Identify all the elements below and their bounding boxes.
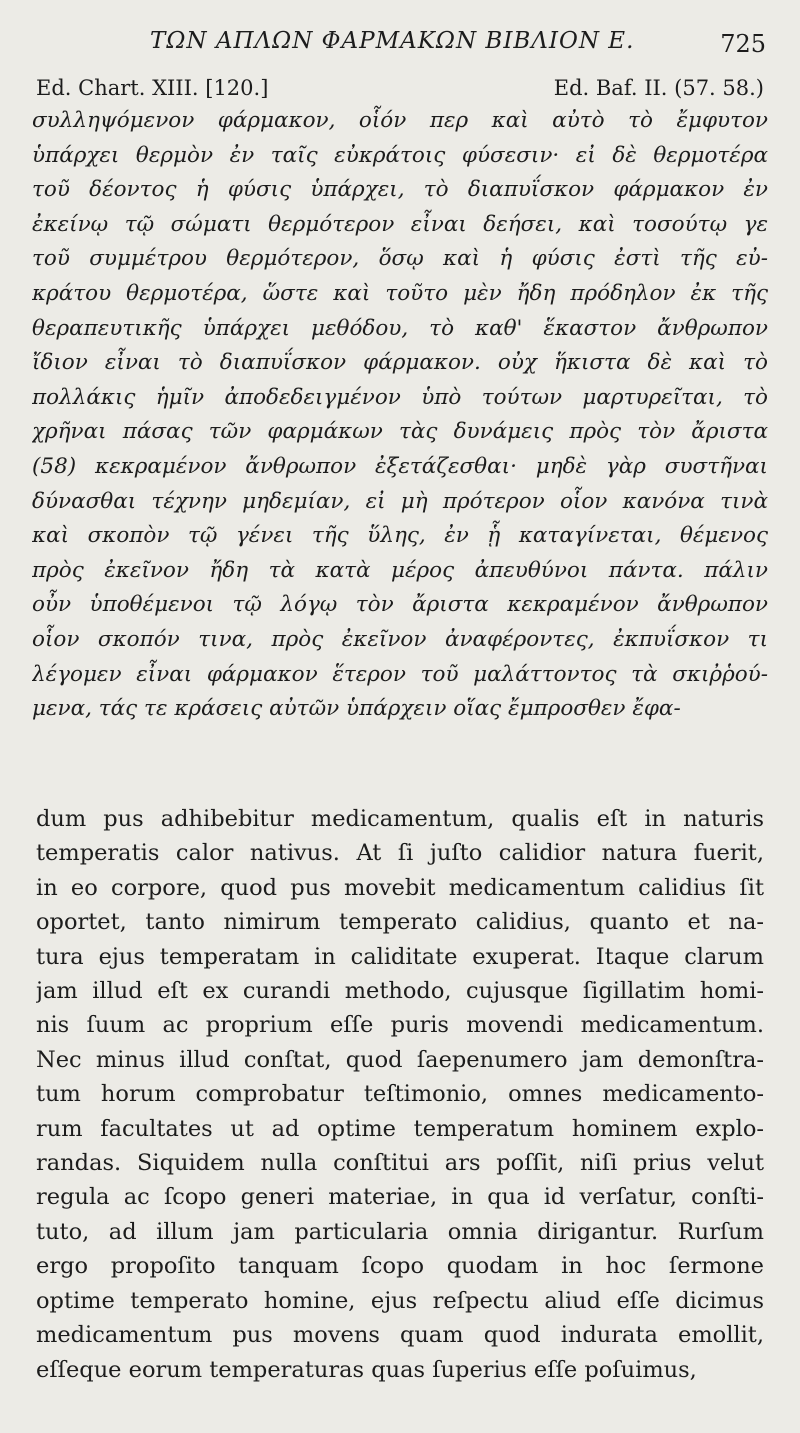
greek-text-line: συλληψόμενον φάρμακον, οἷόν περ καὶ αὐτὸ τὸ ἔμφυτον: [32, 108, 768, 133]
greek-text-line: πολλάκις ἡμῖν ἀποδεδειγμένον ὑπὸ τούτων μαρτυρεῖται, τὸ: [32, 384, 768, 410]
latin-text-line: dum pus adhibebitur medicamentum, qualis eſt in naturis: [36, 806, 764, 832]
greek-text-line: ἴδιον εἶναι τὸ διαπυΐσκον φάρμακον. οὐχ ἥκιστα δὲ καὶ τὸ: [32, 350, 768, 376]
greek-text-line: (58) κεκραμένον ἄνθρωπον ἐξετάζεσθαι· μηδὲ γὰρ συστῆναι: [32, 453, 768, 479]
latin-text-line: eſſeque eorum temperaturas quas ſuperius eſſe poſuimus,: [36, 1356, 697, 1383]
latin-text-line: randas. Siquidem nulla conſtitui ars poſſit, niſi prius velut: [36, 1150, 764, 1177]
page-number: 725: [720, 30, 766, 58]
latin-text-line: tuto, ad illum jam particularia omnia dirigantur. Rurſum: [36, 1218, 764, 1245]
greek-text-line: ὑπάρχει θερμὸν ἐν ταῖς εὐκράτοις φύσεσιν· εἰ δὲ θερμοτέρα: [32, 142, 768, 168]
latin-text-line: medicamentum pus movens quam quod indurata emollit,: [36, 1322, 764, 1349]
greek-text-line: οἷον σκοπόν τινα, πρὸς ἐκεῖνον ἀναφέροντες, ἐκπυΐσκον τι: [32, 626, 768, 652]
greek-text-block: [32, 104, 768, 727]
edition-basel-ref: Ed. Baf. II. (57. 58.): [553, 76, 764, 100]
latin-text-line: tura ejus temperatam in caliditate exuperat. Itaque clarum: [36, 943, 764, 970]
latin-text-line: tum horum comprobatur teſtimonio, omnes medicamento-: [36, 1081, 764, 1108]
greek-text-line: χρῆναι πάσας τῶν φαρμάκων τὰς δυνάμεις πρὸς τὸν ἄριστα: [32, 419, 768, 445]
greek-text-line: λέγομεν εἶναι φάρμακον ἕτερον τοῦ μαλάττοντος τὰ σκιῤῥού-: [32, 661, 768, 687]
latin-text-line: ergo propoſito tanquam ſcopo quodam in hoc ſermone: [36, 1253, 764, 1280]
edition-reference-line: [36, 76, 764, 104]
greek-text-line: δύνασθαι τέχνην μηδεμίαν, εἰ μὴ πρότερον οἷον κανόνα τινὰ: [32, 488, 768, 514]
greek-text-line: ἐκείνῳ τῷ σώματι θερμότερον εἶναι δεήσει, καὶ τοσούτῳ γε: [32, 211, 768, 237]
latin-text-line: temperatis calor nativus. At ſi juſto calidior natura fuerit,: [36, 840, 764, 867]
greek-text-line: τοῦ δέοντος ἡ φύσις ὑπάρχει, τὸ διαπυΐσκον φάρμακον ἐν: [32, 177, 768, 203]
greek-text-line: τοῦ συμμέτρου θερμότερον, ὅσῳ καὶ ἡ φύσις ἐστὶ τῆς εὐ-: [32, 246, 768, 272]
latin-text-line: nis ſuum ac proprium eſſe puris movendi medicamentum.: [36, 1012, 764, 1039]
greek-text-line: πρὸς ἐκεῖνον ἤδη τὰ κατὰ μέρος ἀπευθύνοι πάντα. πάλιν: [32, 557, 768, 583]
latin-text-line: in eo corpore, quod pus movebit medicamentum calidius ſit: [36, 874, 764, 901]
latin-text-line: regula ac ſcopo generi materiae, in qua id verſatur, conſti-: [36, 1184, 764, 1211]
latin-text-line: jam illud eſt ex curandi methodo, cujusque ſigillatim homi-: [36, 978, 764, 1005]
greek-text-line: οὖν ὑποθέμενοι τῷ λόγῳ τὸν ἄριστα κεκραμένον ἄνθρωπον: [32, 592, 768, 618]
latin-text-block: [36, 802, 764, 1387]
edition-chart-ref: Ed. Chart. XIII. [120.]: [36, 76, 269, 100]
latin-text-line: Nec minus illud conſtat, quod ſaepenumero jam demonſtra-: [36, 1046, 764, 1073]
greek-text-line: καὶ σκοπὸν τῷ γένει τῆς ὕλης, ἐν ᾗ καταγίνεται, θέμενος: [32, 523, 768, 549]
greek-text-line: μενα, τάς τε κράσεις αὐτῶν ὑπάρχειν οἵας ἔμπροσθεν ἔφα-: [32, 696, 681, 722]
latin-text-line: optime temperato homine, ejus reſpectu aliud eſſe dicimus: [36, 1287, 764, 1314]
running-title: ΤΩΝ ΑΠΛΩΝ ΦΑΡΜΑΚΩΝ ΒΙΒΛΙΟΝ Ε.: [150, 28, 635, 54]
greek-text-line: θεραπευτικῆς ὑπάρχει μεθόδου, τὸ καθ' ἕκαστον ἄνθρωπον: [32, 315, 768, 341]
latin-text-line: rum facultates ut ad optime temperatum hominem explo-: [36, 1115, 764, 1142]
latin-text-line: oportet, tanto nimirum temperato calidius, quanto et na-: [36, 909, 764, 936]
running-head: [0, 28, 800, 58]
greek-text-line: κράτου θερμοτέρα, ὥστε καὶ τοῦτο μὲν ἤδη πρόδηλον ἐκ τῆς: [32, 280, 768, 306]
